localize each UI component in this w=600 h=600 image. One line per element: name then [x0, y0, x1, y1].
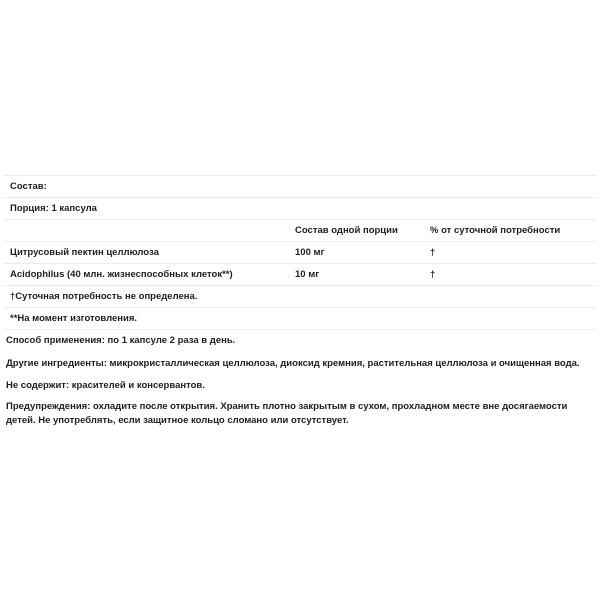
header-dv: % от суточной потребности [430, 225, 561, 236]
header-row [4, 220, 596, 242]
footnote-row [4, 308, 596, 330]
table-title-row [4, 176, 596, 198]
serving-size: Порция: 1 капсула [10, 203, 97, 214]
serving-row [4, 198, 596, 220]
usage-text: Способ применения: по 1 капсуле 2 раза в день. [6, 335, 236, 346]
table-row [4, 264, 596, 286]
supplement-facts-table [4, 175, 596, 330]
other-ingredients-text: Другие ингредиенты: микрокристаллическая целлюлоза, диоксид кремния, растительная целлюлоза и очищенная вода. [6, 358, 580, 369]
footnote-row [4, 286, 596, 308]
ingredient-amount: 100 мг [295, 247, 325, 258]
ingredient-name: Acidophilus (40 млн. жизнеспособных клеток**) [10, 269, 233, 280]
table-row [4, 242, 596, 264]
table-title: Состав: [10, 181, 47, 192]
ingredient-name: Цитрусовый пектин целлюлоза [10, 247, 159, 258]
footnote-dv: †Суточная потребность не определена. [10, 291, 198, 302]
free-of-text: Не содержит: красителей и консервантов. [6, 380, 205, 391]
ingredient-dv: † [430, 247, 436, 258]
warnings-text: Предупреждения: охладите после открытия. Хранить плотно закрытым в сухом, прохладном месте вне досягаемости детей. Не употреблять, если защитное кольцо сломано или отсутствует. [6, 401, 568, 426]
ingredient-amount: 10 мг [295, 269, 320, 280]
footnote-manufacture: **На момент изготовления. [10, 313, 138, 324]
ingredient-dv: † [430, 269, 436, 280]
header-amount: Состав одной порции [295, 225, 398, 236]
